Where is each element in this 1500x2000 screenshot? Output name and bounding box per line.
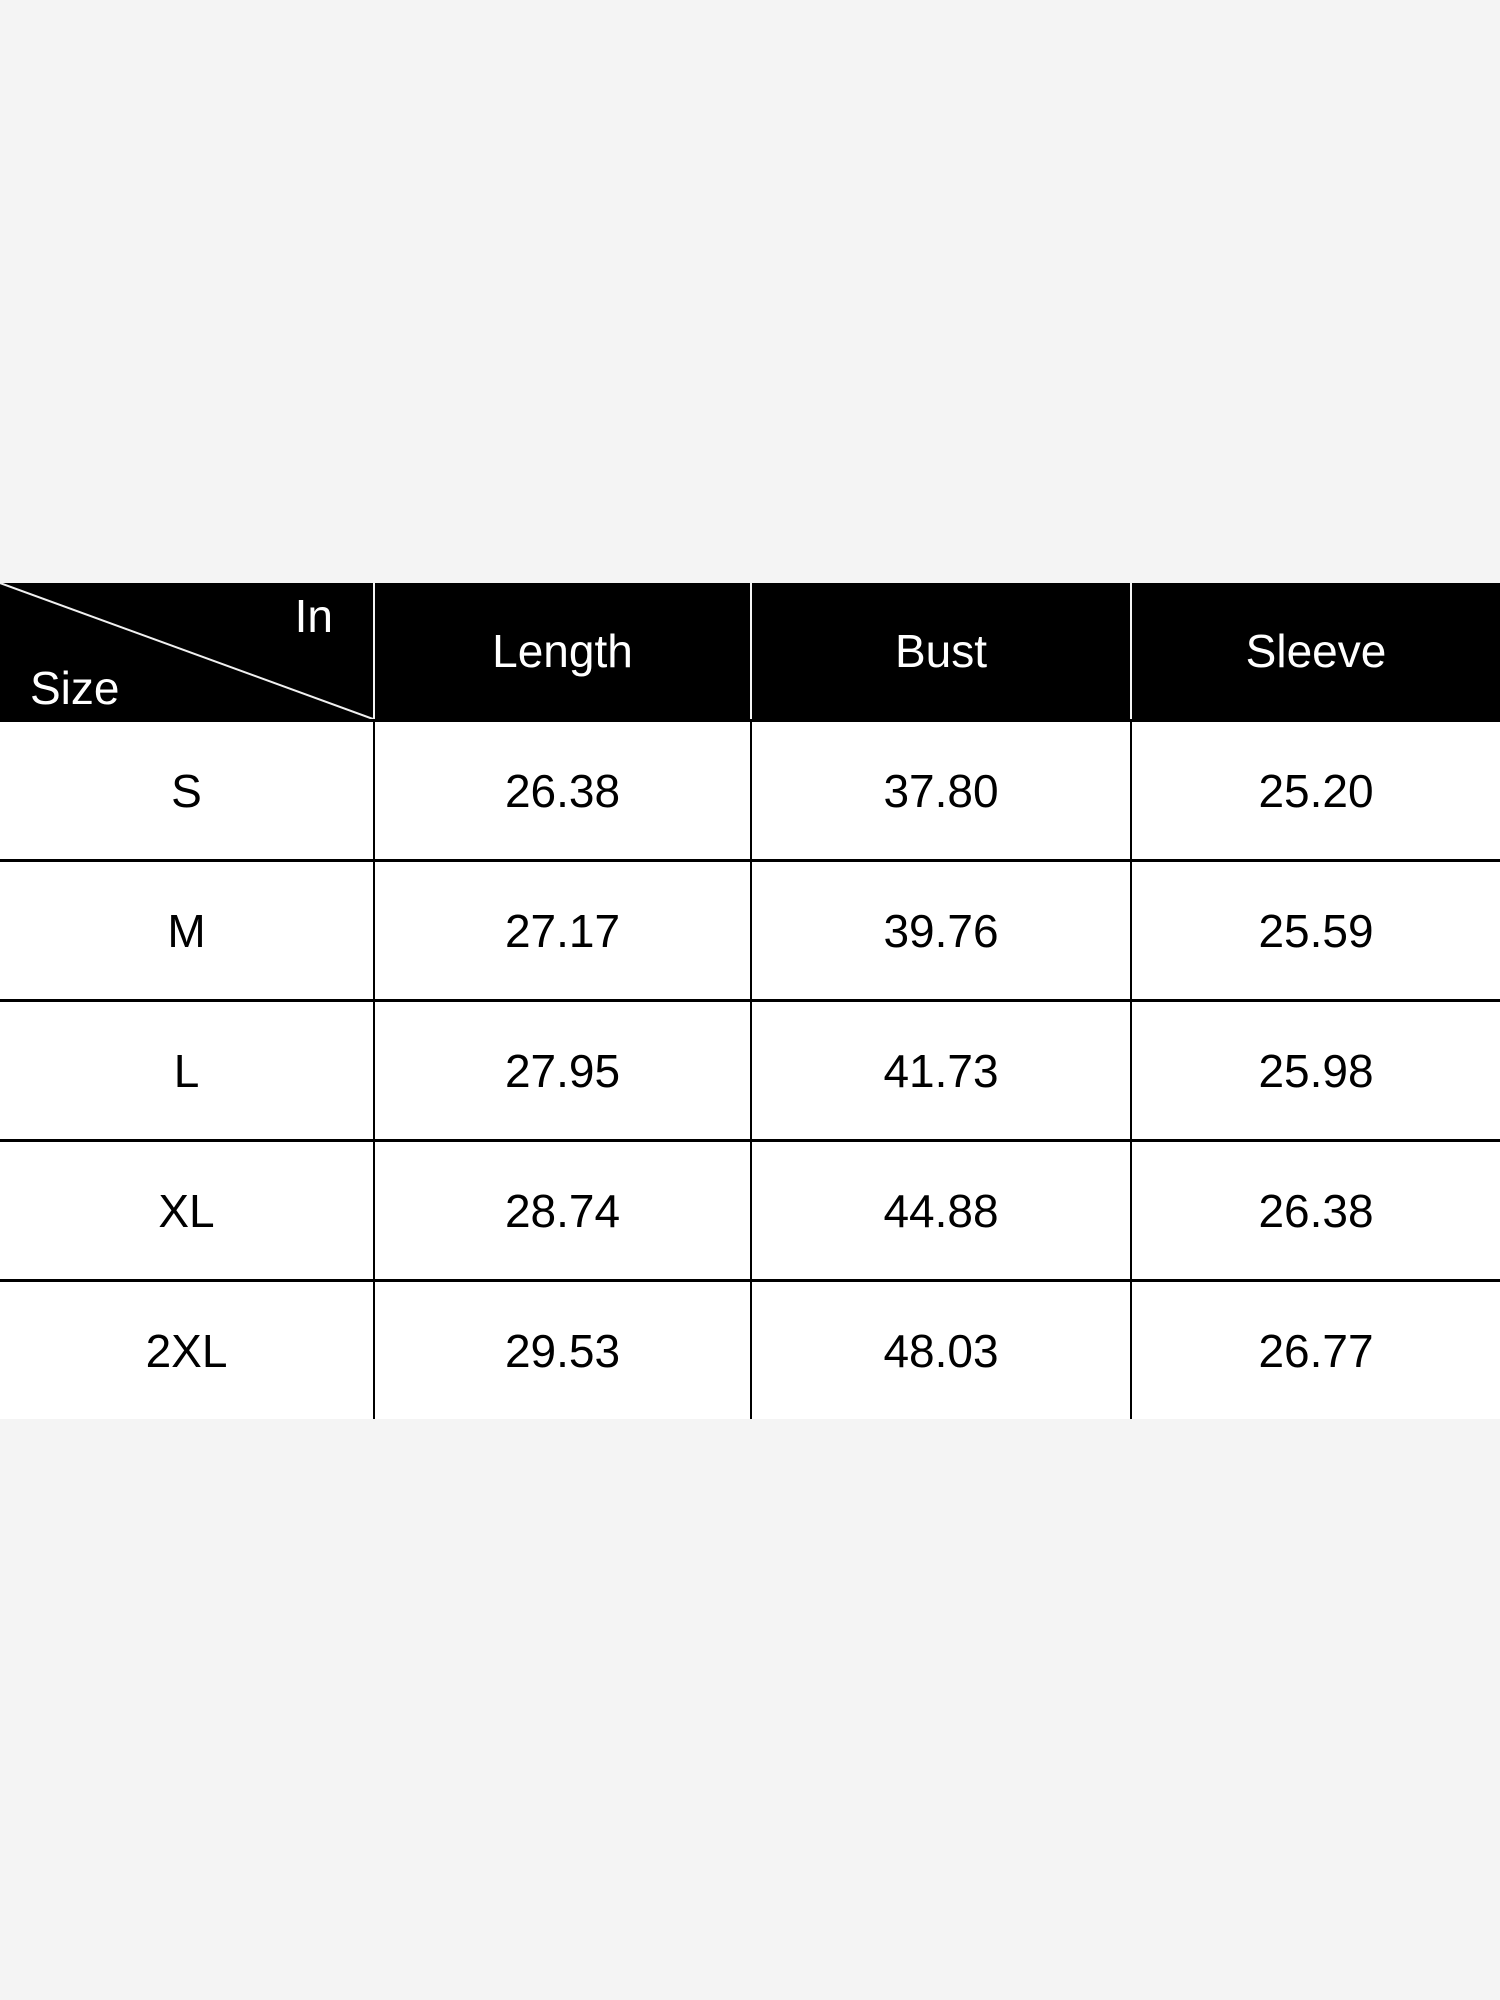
bust-cell: 44.88	[750, 1142, 1130, 1279]
sleeve-cell: 25.59	[1130, 862, 1500, 999]
length-cell: 28.74	[373, 1142, 750, 1279]
unit-label: In	[294, 590, 333, 642]
table-header-row	[0, 583, 1500, 719]
length-cell: 27.95	[373, 1002, 750, 1139]
column-header-length: Length	[373, 583, 750, 719]
size-cell: S	[171, 764, 202, 817]
bust-cell: 37.80	[750, 722, 1130, 859]
bust-cell: 48.03	[750, 1282, 1130, 1419]
size-cell: L	[173, 1044, 200, 1097]
size-cell: M	[167, 904, 206, 957]
sleeve-cell: 25.98	[1130, 1002, 1500, 1139]
sleeve-cell: 26.38	[1130, 1142, 1500, 1279]
table-row-l	[0, 999, 1500, 1139]
size-axis-label: Size	[30, 662, 120, 715]
table-row-m	[0, 859, 1500, 999]
length-cell: 27.17	[373, 862, 750, 999]
size-cell: 2XL	[145, 1324, 228, 1377]
sleeve-cell: 26.77	[1130, 1282, 1500, 1419]
sleeve-cell: 25.20	[1130, 722, 1500, 859]
column-header-sleeve: Sleeve	[1130, 583, 1500, 719]
corner-cell-size-unit	[0, 583, 373, 719]
size-cell: XL	[158, 1184, 215, 1237]
length-cell: 26.38	[373, 722, 750, 859]
bust-cell: 41.73	[750, 1002, 1130, 1139]
column-header-bust: Bust	[750, 583, 1130, 719]
table-row-xl	[0, 1139, 1500, 1279]
table-row-s	[0, 719, 1500, 859]
bust-cell: 39.76	[750, 862, 1130, 999]
table-row-2xl	[0, 1279, 1500, 1419]
length-cell: 29.53	[373, 1282, 750, 1419]
size-chart-table	[0, 583, 1500, 1419]
